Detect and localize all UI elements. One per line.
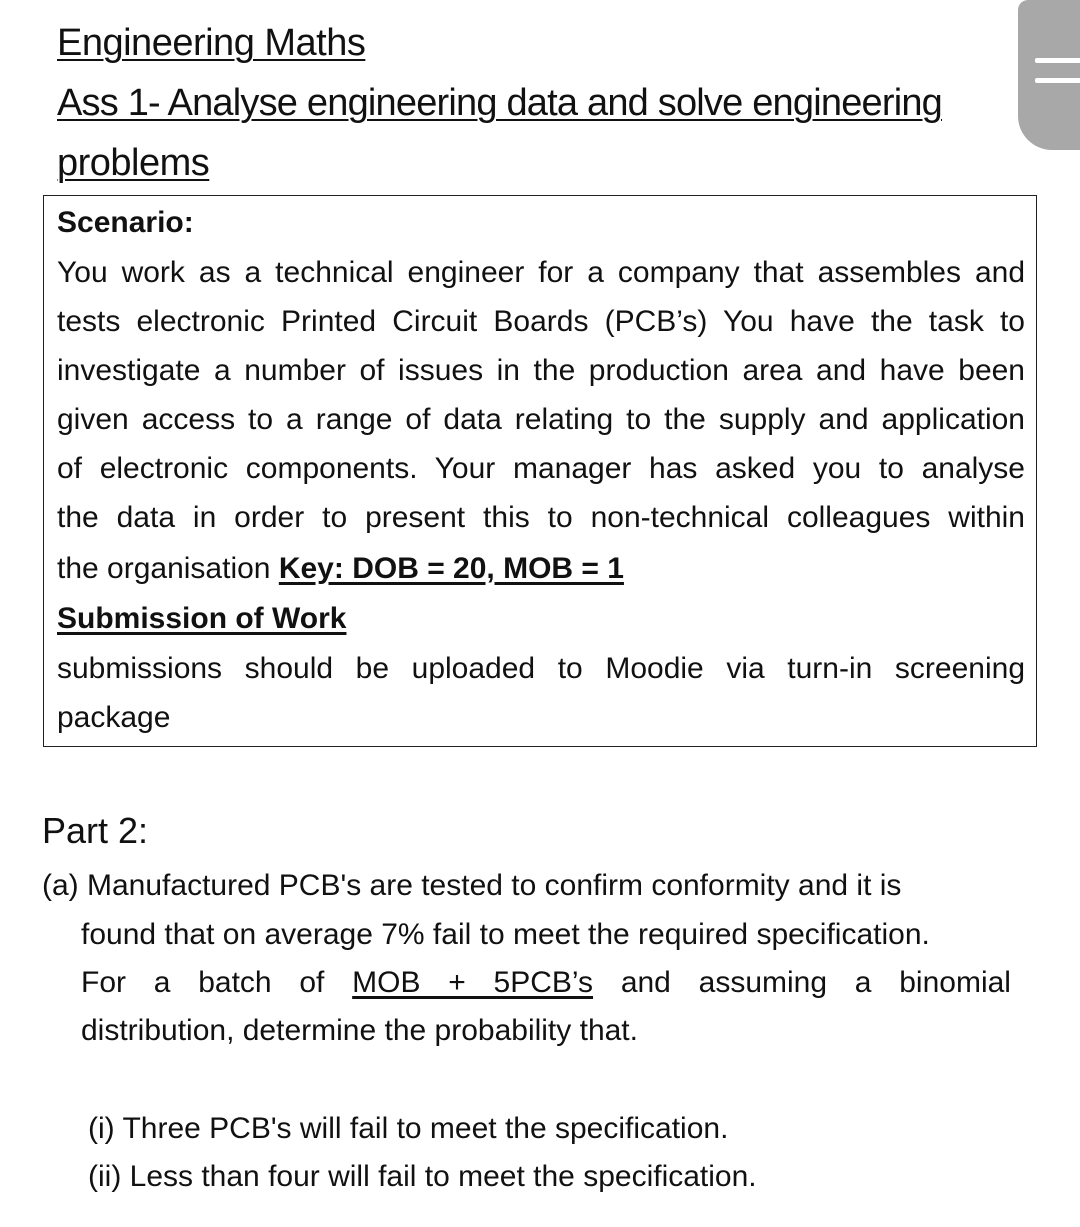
question-a-text: For a batch of <box>81 966 325 999</box>
sub-question-ii: (ii) Less than four will fail to meet the specification. <box>88 1160 757 1193</box>
question-a-line: found that on average 7% fail to meet the required specification. <box>81 918 930 951</box>
key-values: Key: DOB = 20, MOB = 1 <box>278 552 624 585</box>
part-heading: Part 2: <box>42 810 149 851</box>
scenario-text-line: of electronic components. Your manager has asked you to analyse <box>57 452 1025 485</box>
scenario-text-line: the data in order to present this to non-technical colleagues within <box>57 501 1025 534</box>
submission-heading: Submission of Work <box>57 602 347 635</box>
scenario-text-line: You work as a technical engineer for a company that assembles and <box>57 256 1025 289</box>
batch-size-expression: MOB + 5PCB’s <box>352 966 594 999</box>
submission-text-line: package <box>57 701 171 734</box>
scenario-text-line: given access to a range of data relating to the supply and application <box>57 403 1025 436</box>
grip-line-icon <box>1035 78 1080 83</box>
question-a-line <box>81 966 1011 1000</box>
scenario-last-line <box>57 552 624 586</box>
assignment-title: Ass 1- Analyse engineering data and solve engineering <box>57 82 943 124</box>
submission-text-line: submissions should be uploaded to Moodie via turn-in screening <box>57 652 1025 685</box>
scenario-text-line: investigate a number of issues in the production area and have been <box>57 354 1025 387</box>
document-title: Engineering Maths <box>57 22 366 64</box>
grip-line-icon <box>1035 58 1080 63</box>
question-a-line: (a) Manufactured PCB's are tested to confirm conformity and it is <box>42 869 902 902</box>
assignment-title-continued: problems <box>57 142 210 184</box>
scroll-handle[interactable] <box>1018 0 1080 150</box>
scenario-heading: Scenario: <box>57 206 194 239</box>
scenario-text-prefix: the organisation <box>57 552 279 585</box>
question-a-line: distribution, determine the probability that. <box>81 1014 638 1047</box>
question-a-text: and assuming a binomial <box>620 966 1011 999</box>
sub-question-i: (i) Three PCB's will fail to meet the specification. <box>88 1112 729 1145</box>
scenario-text-line: tests electronic Printed Circuit Boards (PCB’s) You have the task to <box>57 305 1025 338</box>
